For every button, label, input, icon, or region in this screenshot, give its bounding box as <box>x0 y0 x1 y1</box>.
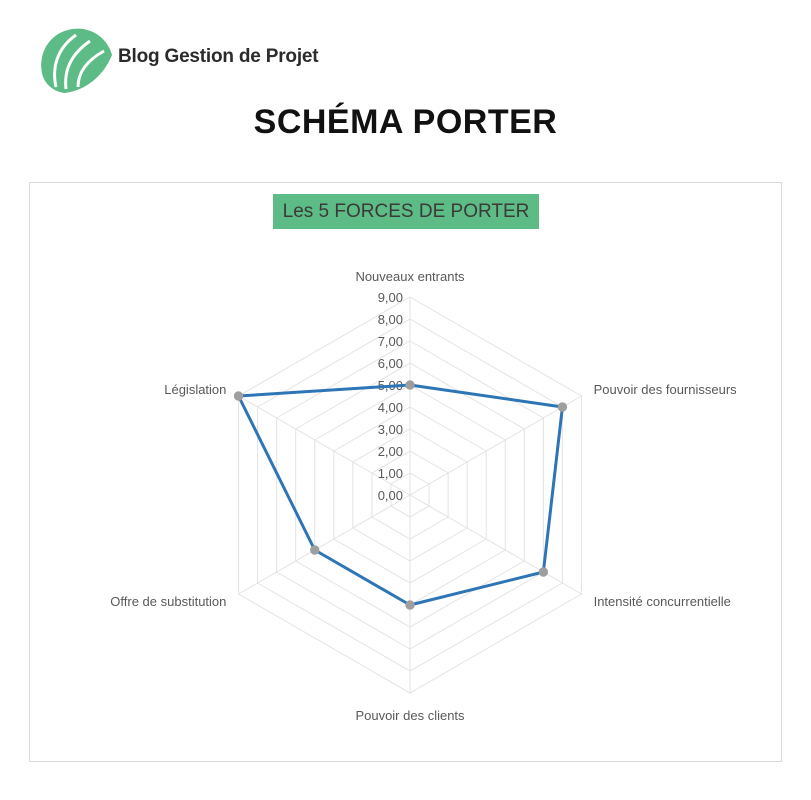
data-point <box>406 601 414 609</box>
radial-tick-label: 3,00 <box>377 422 403 437</box>
category-label: Législation <box>164 382 227 397</box>
leaf-logo-icon <box>34 25 114 95</box>
chart-title: Les 5 FORCES DE PORTER <box>273 194 539 229</box>
radial-tick-label: 5,00 <box>377 378 403 393</box>
data-point <box>311 546 319 554</box>
radial-tick-label: 8,00 <box>377 312 403 327</box>
radial-tick-label: 6,00 <box>377 356 403 371</box>
data-point <box>558 403 566 411</box>
data-point <box>406 381 414 389</box>
page-title: SCHÉMA PORTER <box>253 103 558 141</box>
category-label: Pouvoir des clients <box>355 708 465 723</box>
radial-tick-label: 9,00 <box>377 290 403 305</box>
grid-spoke <box>410 495 581 594</box>
brand-logo[interactable] <box>34 25 318 95</box>
category-label: Pouvoir des fournisseurs <box>593 382 737 397</box>
radar-chart-container <box>29 182 782 762</box>
category-label: Offre de substitution <box>110 594 227 609</box>
radar-chart <box>30 183 781 761</box>
data-point <box>234 392 242 400</box>
radial-tick-label: 0,00 <box>377 488 403 503</box>
grid-spoke <box>410 396 581 495</box>
grid-spoke <box>239 495 410 594</box>
radial-tick-label: 7,00 <box>377 334 403 349</box>
radial-tick-label: 1,00 <box>377 466 403 481</box>
brand-name: Blog Gestion de Projet <box>118 46 319 67</box>
category-label: Intensité concurrentielle <box>593 594 731 609</box>
radial-tick-label: 4,00 <box>377 400 403 415</box>
data-point <box>539 568 547 576</box>
radial-tick-label: 2,00 <box>377 444 403 459</box>
category-label: Nouveaux entrants <box>355 269 465 284</box>
